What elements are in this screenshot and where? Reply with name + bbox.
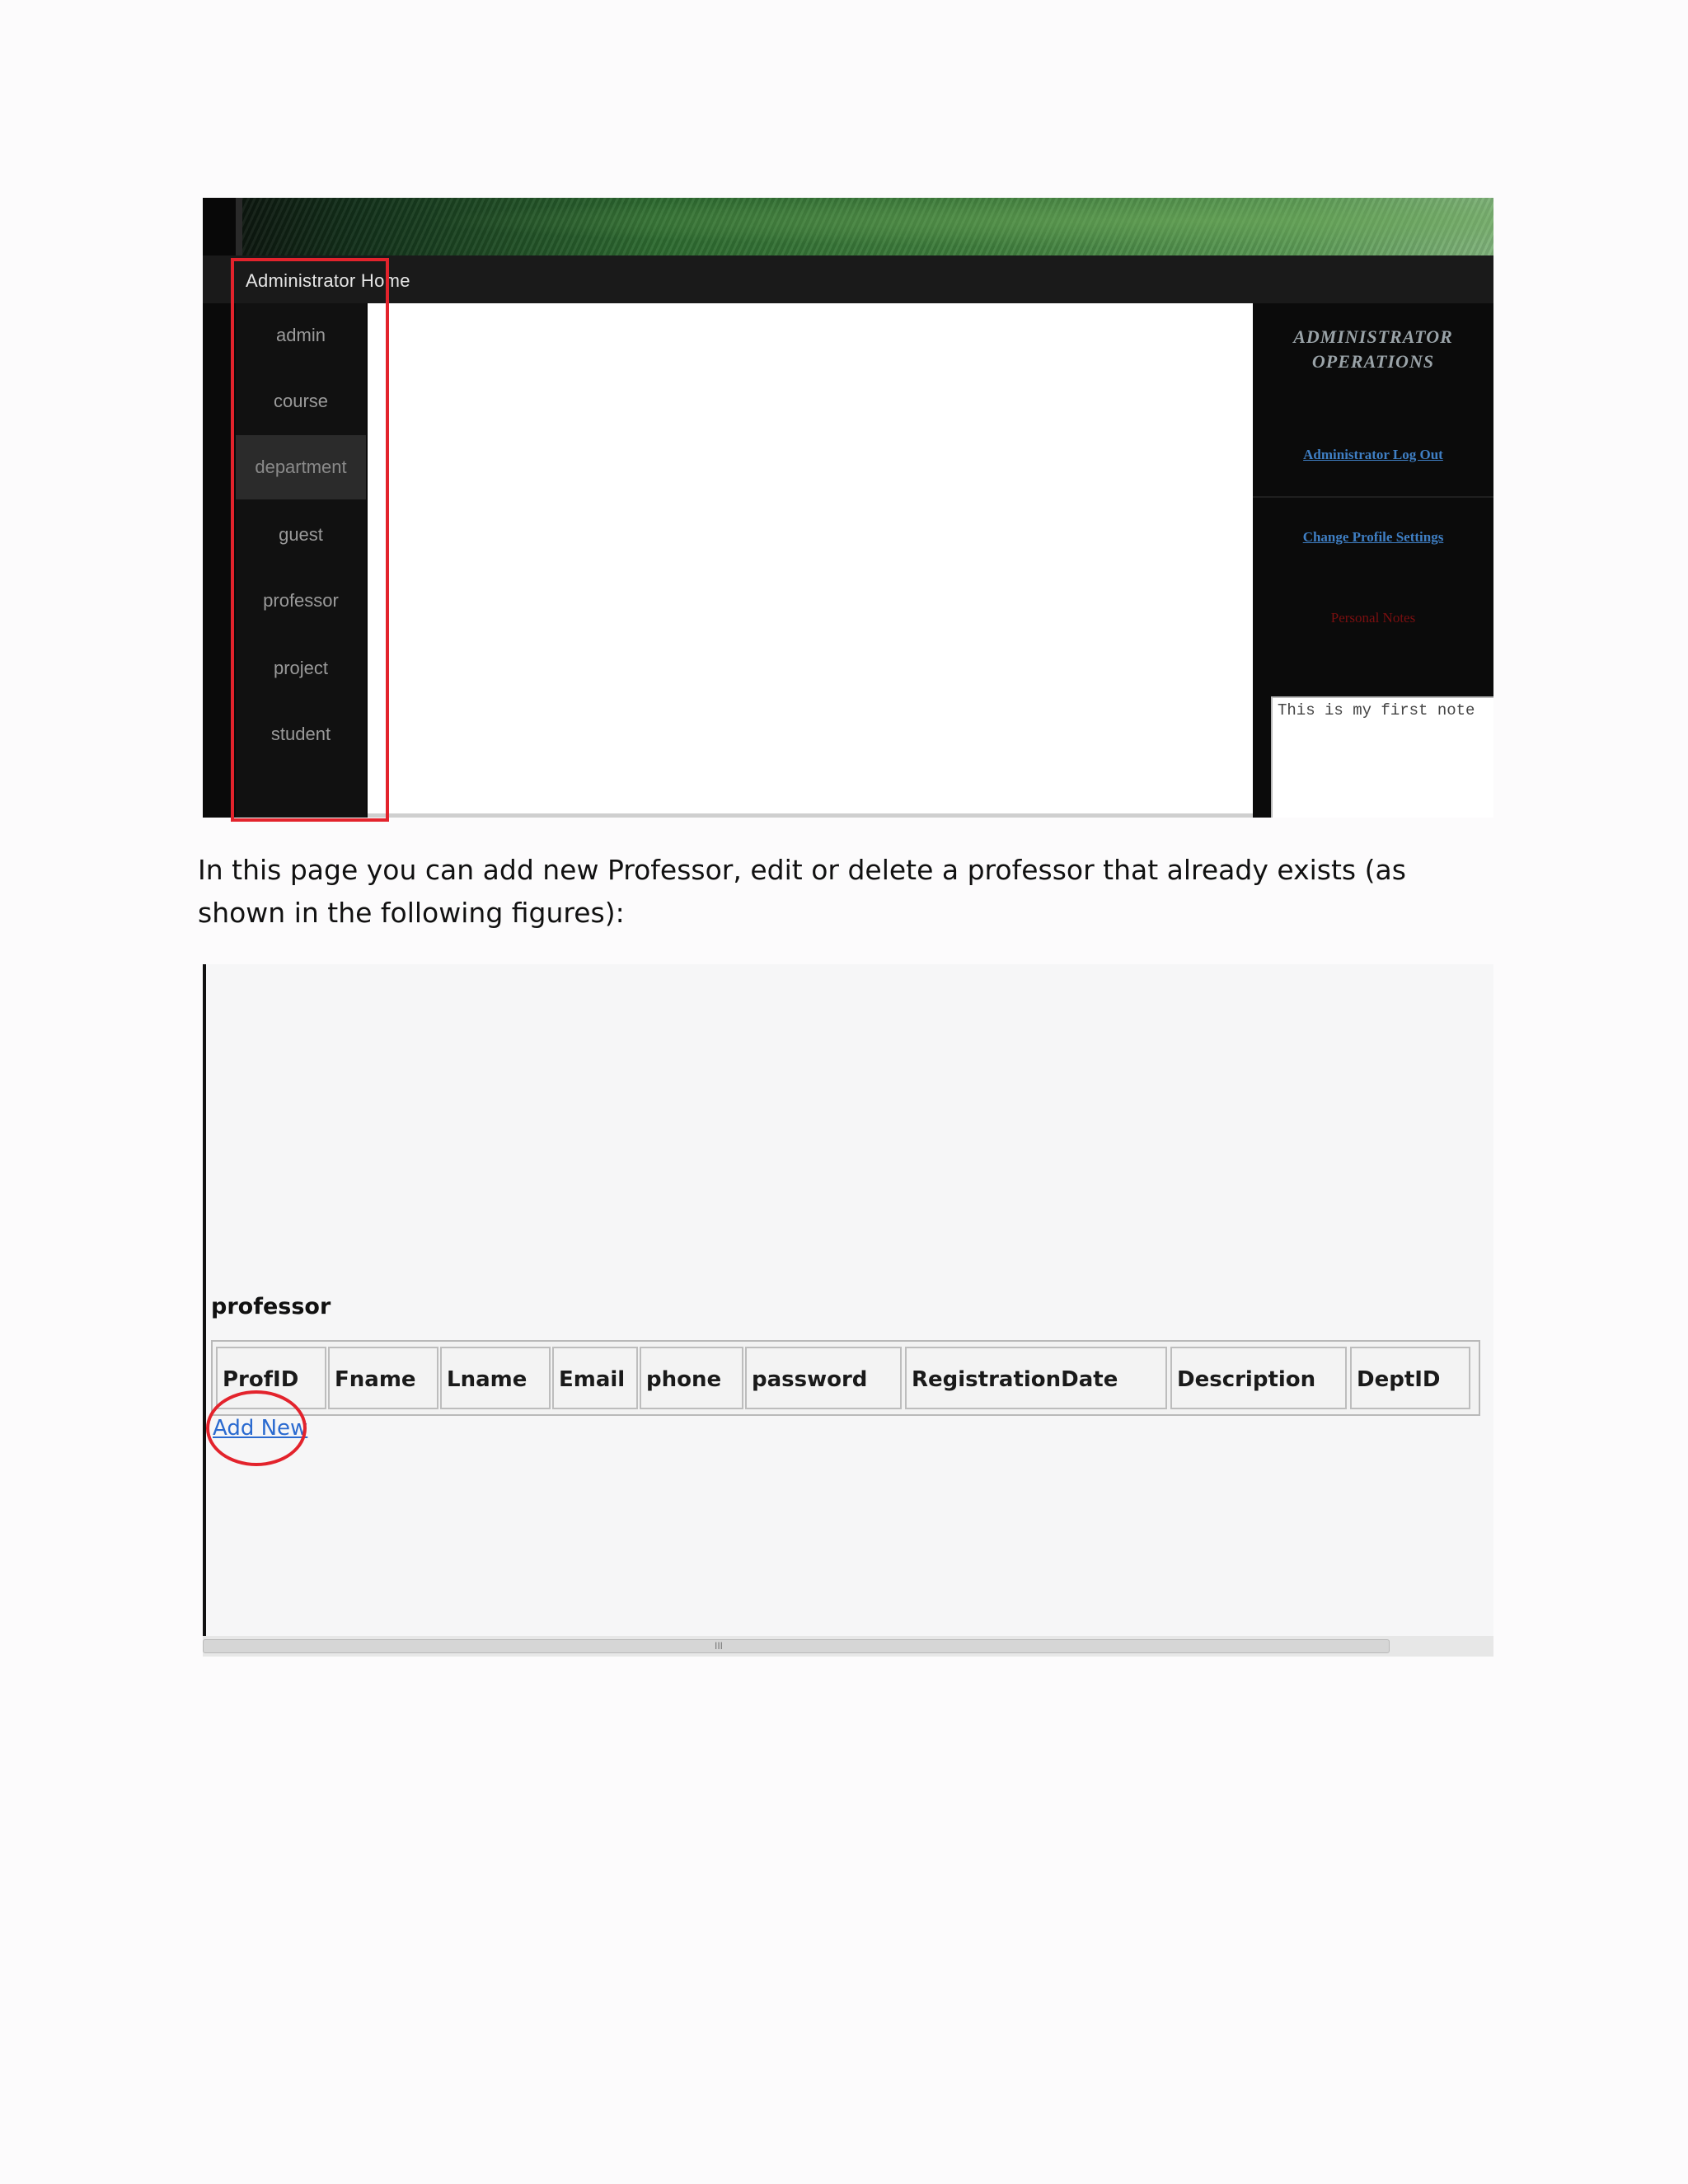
sidebar-item-course[interactable]: course	[273, 391, 329, 411]
column-header-description: Description	[1170, 1347, 1347, 1409]
operations-divider	[1253, 496, 1493, 498]
operations-title	[1253, 325, 1493, 374]
professor-table-screenshot	[203, 964, 1493, 1657]
column-header-password: password	[745, 1347, 902, 1409]
sidebar-item-department[interactable]: department	[236, 435, 366, 499]
sidebar-item-professor[interactable]: professor	[263, 590, 339, 611]
add-new-highlight-annotation	[206, 1390, 307, 1466]
banner-left-edge-separator	[236, 198, 242, 255]
column-header-lname: Lname	[440, 1347, 551, 1409]
sidebar-item-guest[interactable]: guest	[279, 524, 323, 545]
sidebar-item-admin[interactable]: admin	[276, 325, 326, 345]
column-header-phone: phone	[640, 1347, 743, 1409]
scrollbar-thumb[interactable]	[203, 1639, 1390, 1653]
banner-left-edge	[203, 198, 236, 255]
sidebar-item-student[interactable]: student	[270, 724, 331, 744]
body-paragraph: In this page you can add new Professor, edit or delete a professor that already exists (as shown in the following figures):	[198, 854, 1406, 929]
sidebar-item-project[interactable]: project	[273, 658, 329, 678]
frame-left-border	[203, 964, 206, 1636]
column-header-deptid: DeptID	[1350, 1347, 1470, 1409]
change-profile-link[interactable]: Change Profile Settings	[1302, 529, 1444, 545]
operations-title-line1: ADMINISTRATOR	[1293, 326, 1453, 347]
horizontal-scrollbar[interactable]	[203, 1636, 1493, 1657]
scrollbar-grip-icon: III	[715, 1640, 724, 1652]
column-header-fname: Fname	[328, 1347, 438, 1409]
add-new-link[interactable]: Add New	[213, 1416, 308, 1441]
operations-title-line2: OPERATIONS	[1311, 351, 1435, 372]
personal-notes-label: Personal Notes	[1330, 610, 1416, 626]
main-content-area	[368, 303, 1253, 818]
sidebar-highlight-annotation	[231, 258, 389, 822]
personal-notes-textarea[interactable]: This is my first note	[1271, 696, 1493, 818]
top-nav-bar	[203, 255, 1493, 303]
table-title: professor	[211, 1294, 331, 1319]
column-header-email: Email	[552, 1347, 638, 1409]
header-banner-image	[203, 198, 1493, 255]
professor-table	[211, 1340, 1480, 1416]
logout-link[interactable]: Administrator Log Out	[1303, 447, 1443, 462]
column-header-registrationdate: RegistrationDate	[905, 1347, 1167, 1409]
admin-home-screenshot	[203, 198, 1493, 818]
admin-home-link[interactable]: Administrator Home	[246, 270, 410, 291]
column-header-profid: ProfID	[216, 1347, 326, 1409]
